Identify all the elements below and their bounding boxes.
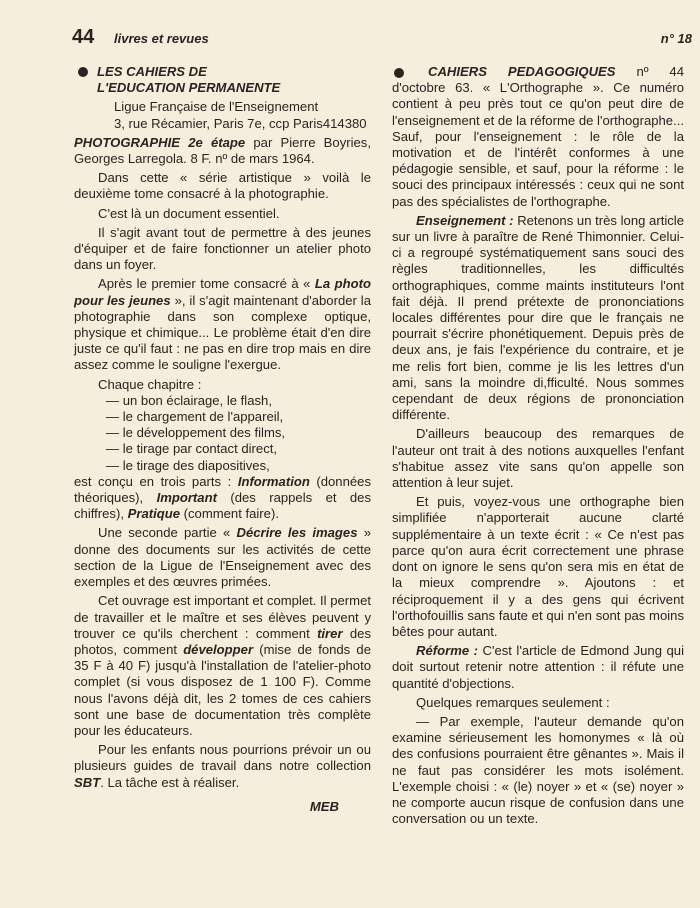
text: Pour les enfants nous pourrions prévoir un ou plusieurs guides de travail dans notre collection (74, 742, 371, 774)
emphasis: tirer (317, 625, 343, 641)
emphasis: Important (156, 490, 217, 506)
author-signature: MEB (309, 798, 339, 814)
publisher-name: Ligue Française de l'Enseignement (114, 99, 319, 115)
paragraph: Il s'agit avant tout de permettre à des jeunes d'équiper et de faire fonctionner un atelier photo dans un foyer. (74, 224, 371, 273)
text: Retenons un très long article sur un livre à paraître de René Thimonnier. Celui-ci a regroupé systématiquement sans souci des règles traditionnelles, les difficultés orthographiques, comme maints instituteurs l'ont fait déjà. Il prend prétexte de prononciations locales différentes pour dire que le français ne pourrait s'écrire phonétiquement. Depuis près de deux ans, je fais l'expérience du contraire, et je me relis fort bien, comme je lis les lettres d'un ami, sans la moindre di,fficulté. Nous sommes cependant de deux régions de prononciation différente. (392, 212, 684, 423)
text: Une seconde partie « (98, 525, 237, 541)
list-item: — le développement des films, (106, 425, 371, 441)
issue-number: n° 18 (660, 31, 692, 46)
paragraph: — Par exemple, l'auteur demande qu'on examine sérieusement les homonymes « là où des confusions pourraient être gênantes ». Mais il ne faut pas considérer les mots isolément. L'exemple choisi : « (le) noyer » et « (se) noyer » ne comporte aucun risque de confusion dans une conversation ou un texte. (392, 713, 684, 827)
left-section-heading (74, 64, 371, 96)
emphasis: Pratique (127, 506, 180, 522)
list-item: — un bon éclairage, le flash, (106, 393, 371, 409)
list-item: — le tirage des diapositives, (106, 458, 371, 474)
page-header (72, 26, 692, 52)
paragraph: D'ailleurs beaucoup des remarques de l'auteur ont trait à des notions auxquelles l'enfant s'habitue assez vite sans qu'on appelle son attention à leur sujet. (392, 426, 684, 491)
paragraph: Et puis, voyez-vous une orthographe bien simplifiée n'apporterait aucune clarté supplémentaire à un texte écrit : « Ce n'est pas parce qu'on aura écrit correctement une phrase dont on ignore le sens qu'on sera mis en état de la mieux comprendre ». Ajoutons : et réciproquement il y a des gens qui écrivent l'orthofouillis sans faute et qui n'en sont pas moins bêtes pour autant. (392, 494, 684, 639)
paragraph (74, 474, 371, 523)
text: (comment faire). (180, 506, 279, 522)
text: nº 44 d'octobre 63. « L'Orthographe ». Ce numéro contient à peu près tout ce qu'on peut dire de l'enseignement et de la réforme de l'orthographe... Sauf, pour l'enseignement : le rôle de la motivation et de l'intérêt conformes à une pédagogie sensible, et sauf, pour la réforme : le souci des principaux intéressés : ceux qui ne sont pas des spécialistes de l'orthographe. (392, 64, 684, 209)
text: (des rappels et des chiffres), (74, 490, 371, 522)
paragraph: C'est là un document essentiel. (98, 205, 280, 221)
right-section-heading: CAHIERS PEDAGOGIQUES (428, 64, 616, 79)
paragraph (392, 213, 684, 424)
text: », il s'agit maintenant d'aborder la photographie dans son complexe optique, physique et chimique... Le problème était d'en dire juste ce qu'il faut : ne pas en dire trop mais en dire assez comme le souligne l'exergue. (74, 292, 371, 373)
book-info: par Pierre Boyries, Georges Larregola. 8 F. nº de mars 1964. (74, 134, 371, 167)
text: C'est l'article de Edmond Jung qui doit surtout retenir notre attention : il réfute une quantité d'objections. (392, 643, 684, 691)
text: . La tâche est à réaliser. (100, 774, 240, 790)
text: des photos, comment (74, 625, 372, 657)
page-number: 44 (72, 26, 95, 48)
text: (mise de fonds de 35 F à 40 F) jusqu'à l'installation de l'atelier-photo complet (si vous disposez de 1 100 F). Comme nous l'avons déjà dit, les 2 tomes de ces cahiers sont une base de documentation très complète pour les éducateurs. (74, 641, 371, 738)
emphasis: Information (237, 473, 310, 489)
text: Cet ouvrage est important et complet. Il permet de travailler et le maître et ses élèves peuvent y trouver ce qu'ils cherchent : comment (74, 593, 371, 641)
paragraph (74, 276, 371, 373)
emphasis: SBT (74, 774, 101, 790)
subsection-label: Enseignement : (416, 212, 514, 228)
emphasis: développer (183, 641, 254, 657)
section-title: livres et revues (114, 31, 209, 46)
paragraph (74, 593, 371, 739)
paragraph (392, 643, 684, 692)
heading-line-1: LES CAHIERS DE (97, 64, 207, 79)
chapters-intro: Chaque chapitre : (98, 376, 202, 392)
left-column (74, 64, 371, 815)
heading-line-2: L'EDUCATION PERMANENTE (97, 80, 281, 96)
bullet-icon (78, 67, 88, 77)
book-reference (74, 135, 371, 167)
paragraph (392, 64, 684, 210)
paragraph: Quelques remarques seulement : (416, 694, 610, 710)
text: Après le premier tome consacré à « (98, 276, 315, 292)
paragraph (74, 742, 371, 791)
right-column (392, 64, 684, 827)
emphasis: Décrire les images (236, 525, 358, 541)
text: (données théoriques), (74, 473, 371, 506)
text: » donne des documents sur les activités de cette section de la Ligue de l'Enseignement avec des exemples et des œuvres primées. (74, 525, 372, 590)
book-title: PHOTOGRAPHIE 2e étape (74, 134, 246, 150)
bullet-icon (394, 68, 404, 78)
list-item: — le chargement de l'appareil, (106, 409, 371, 425)
emphasis: La photo pour les jeunes (74, 276, 371, 308)
subsection-label: Réforme : (416, 643, 478, 659)
list-item: — le tirage par contact direct, (106, 441, 371, 457)
paragraph (74, 525, 371, 590)
publisher-address: 3, rue Récamier, Paris 7e, ccp Paris414380 (114, 115, 367, 131)
chapter-list (74, 393, 371, 474)
paragraph: Dans cette « série artistique » voilà le deuxième tome consacré à la photographie. (74, 170, 371, 202)
text: est conçu en trois parts : (74, 473, 238, 489)
